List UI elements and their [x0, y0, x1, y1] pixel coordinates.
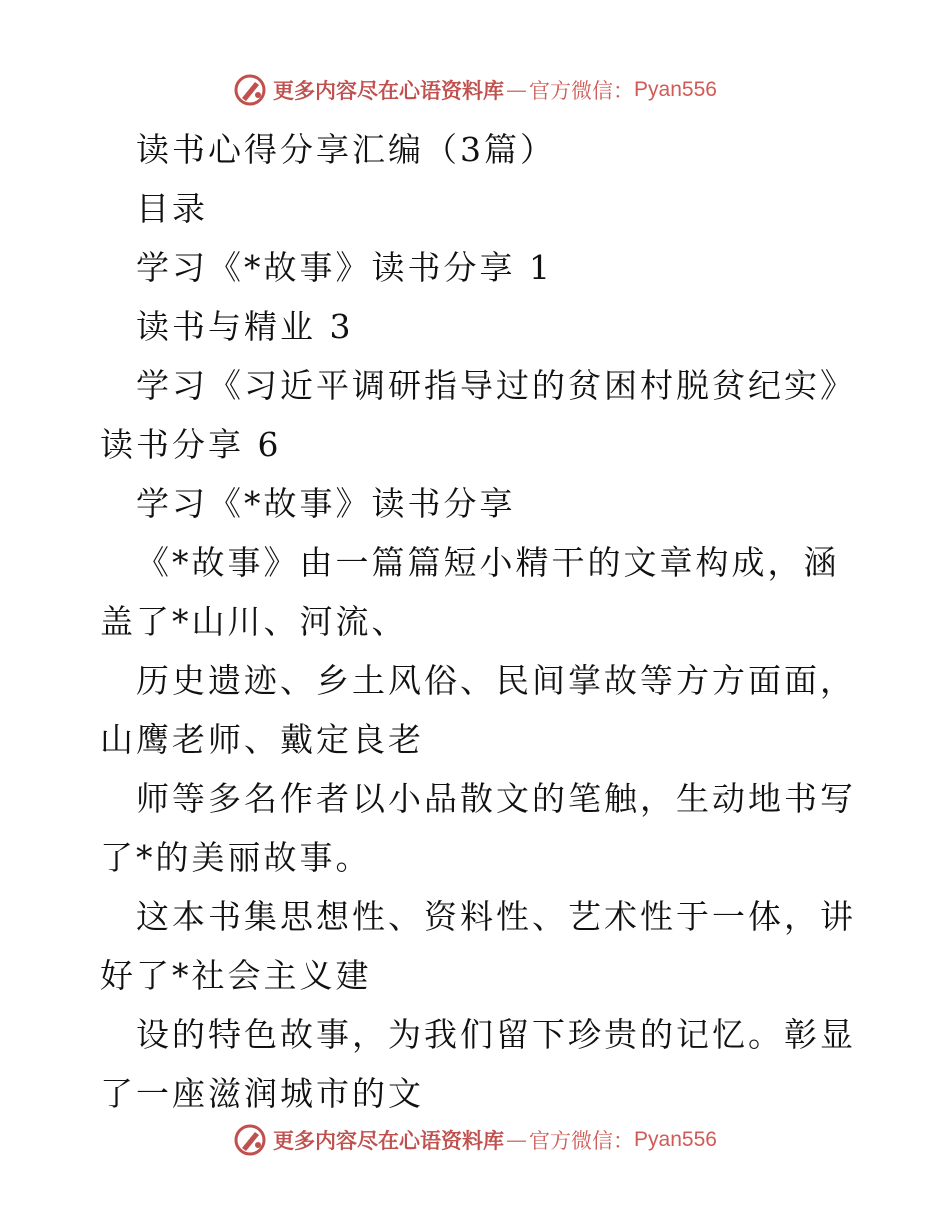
document-title: 读书心得分享汇编（3篇）	[136, 130, 556, 169]
body-paragraph: 设的特色故事，为我们留下珍贵的记忆。彰显了一座滋润城市的文	[100, 1015, 856, 1113]
toc-item: 学习《*故事》读书分享 1	[136, 248, 553, 287]
pen-logo-icon	[233, 73, 267, 107]
toc-item: 学习《习近平调研指导过的贫困村脱贫纪实》读书分享 6	[100, 366, 856, 464]
banner-text: 更多内容尽在心语资料库	[273, 1129, 505, 1153]
body-paragraph: 这本书集思想性、资料性、艺术性于一体，讲好了*社会主义建	[100, 897, 856, 995]
section-title: 学习《*故事》读书分享	[136, 484, 516, 523]
banner-wechat-id: Pyan556	[634, 78, 717, 101]
banner-wechat-label: 官方微信：	[529, 79, 635, 103]
pen-logo-icon	[233, 1123, 267, 1157]
toc-heading: 目录	[136, 189, 208, 228]
body-paragraph: 《*故事》由一篇篇短小精干的文章构成，涵盖了*山川、河流、	[100, 543, 840, 641]
header-banner	[0, 70, 950, 110]
banner-dash: —	[506, 1128, 528, 1152]
body-paragraph: 历史遗迹、乡土风俗、民间掌故等方方面面，山鹰老师、戴定良老	[100, 661, 856, 759]
document-body	[100, 120, 860, 1123]
footer-banner	[0, 1120, 950, 1160]
banner-wechat-id: Pyan556	[634, 1128, 717, 1151]
banner-text: 更多内容尽在心语资料库	[273, 79, 505, 103]
body-paragraph: 师等多名作者以小品散文的笔触，生动地书写了*的美丽故事。	[100, 779, 856, 877]
banner-wechat-label: 官方微信：	[529, 1129, 635, 1153]
banner-dash: —	[506, 78, 528, 102]
toc-item: 读书与精业 3	[136, 307, 354, 346]
